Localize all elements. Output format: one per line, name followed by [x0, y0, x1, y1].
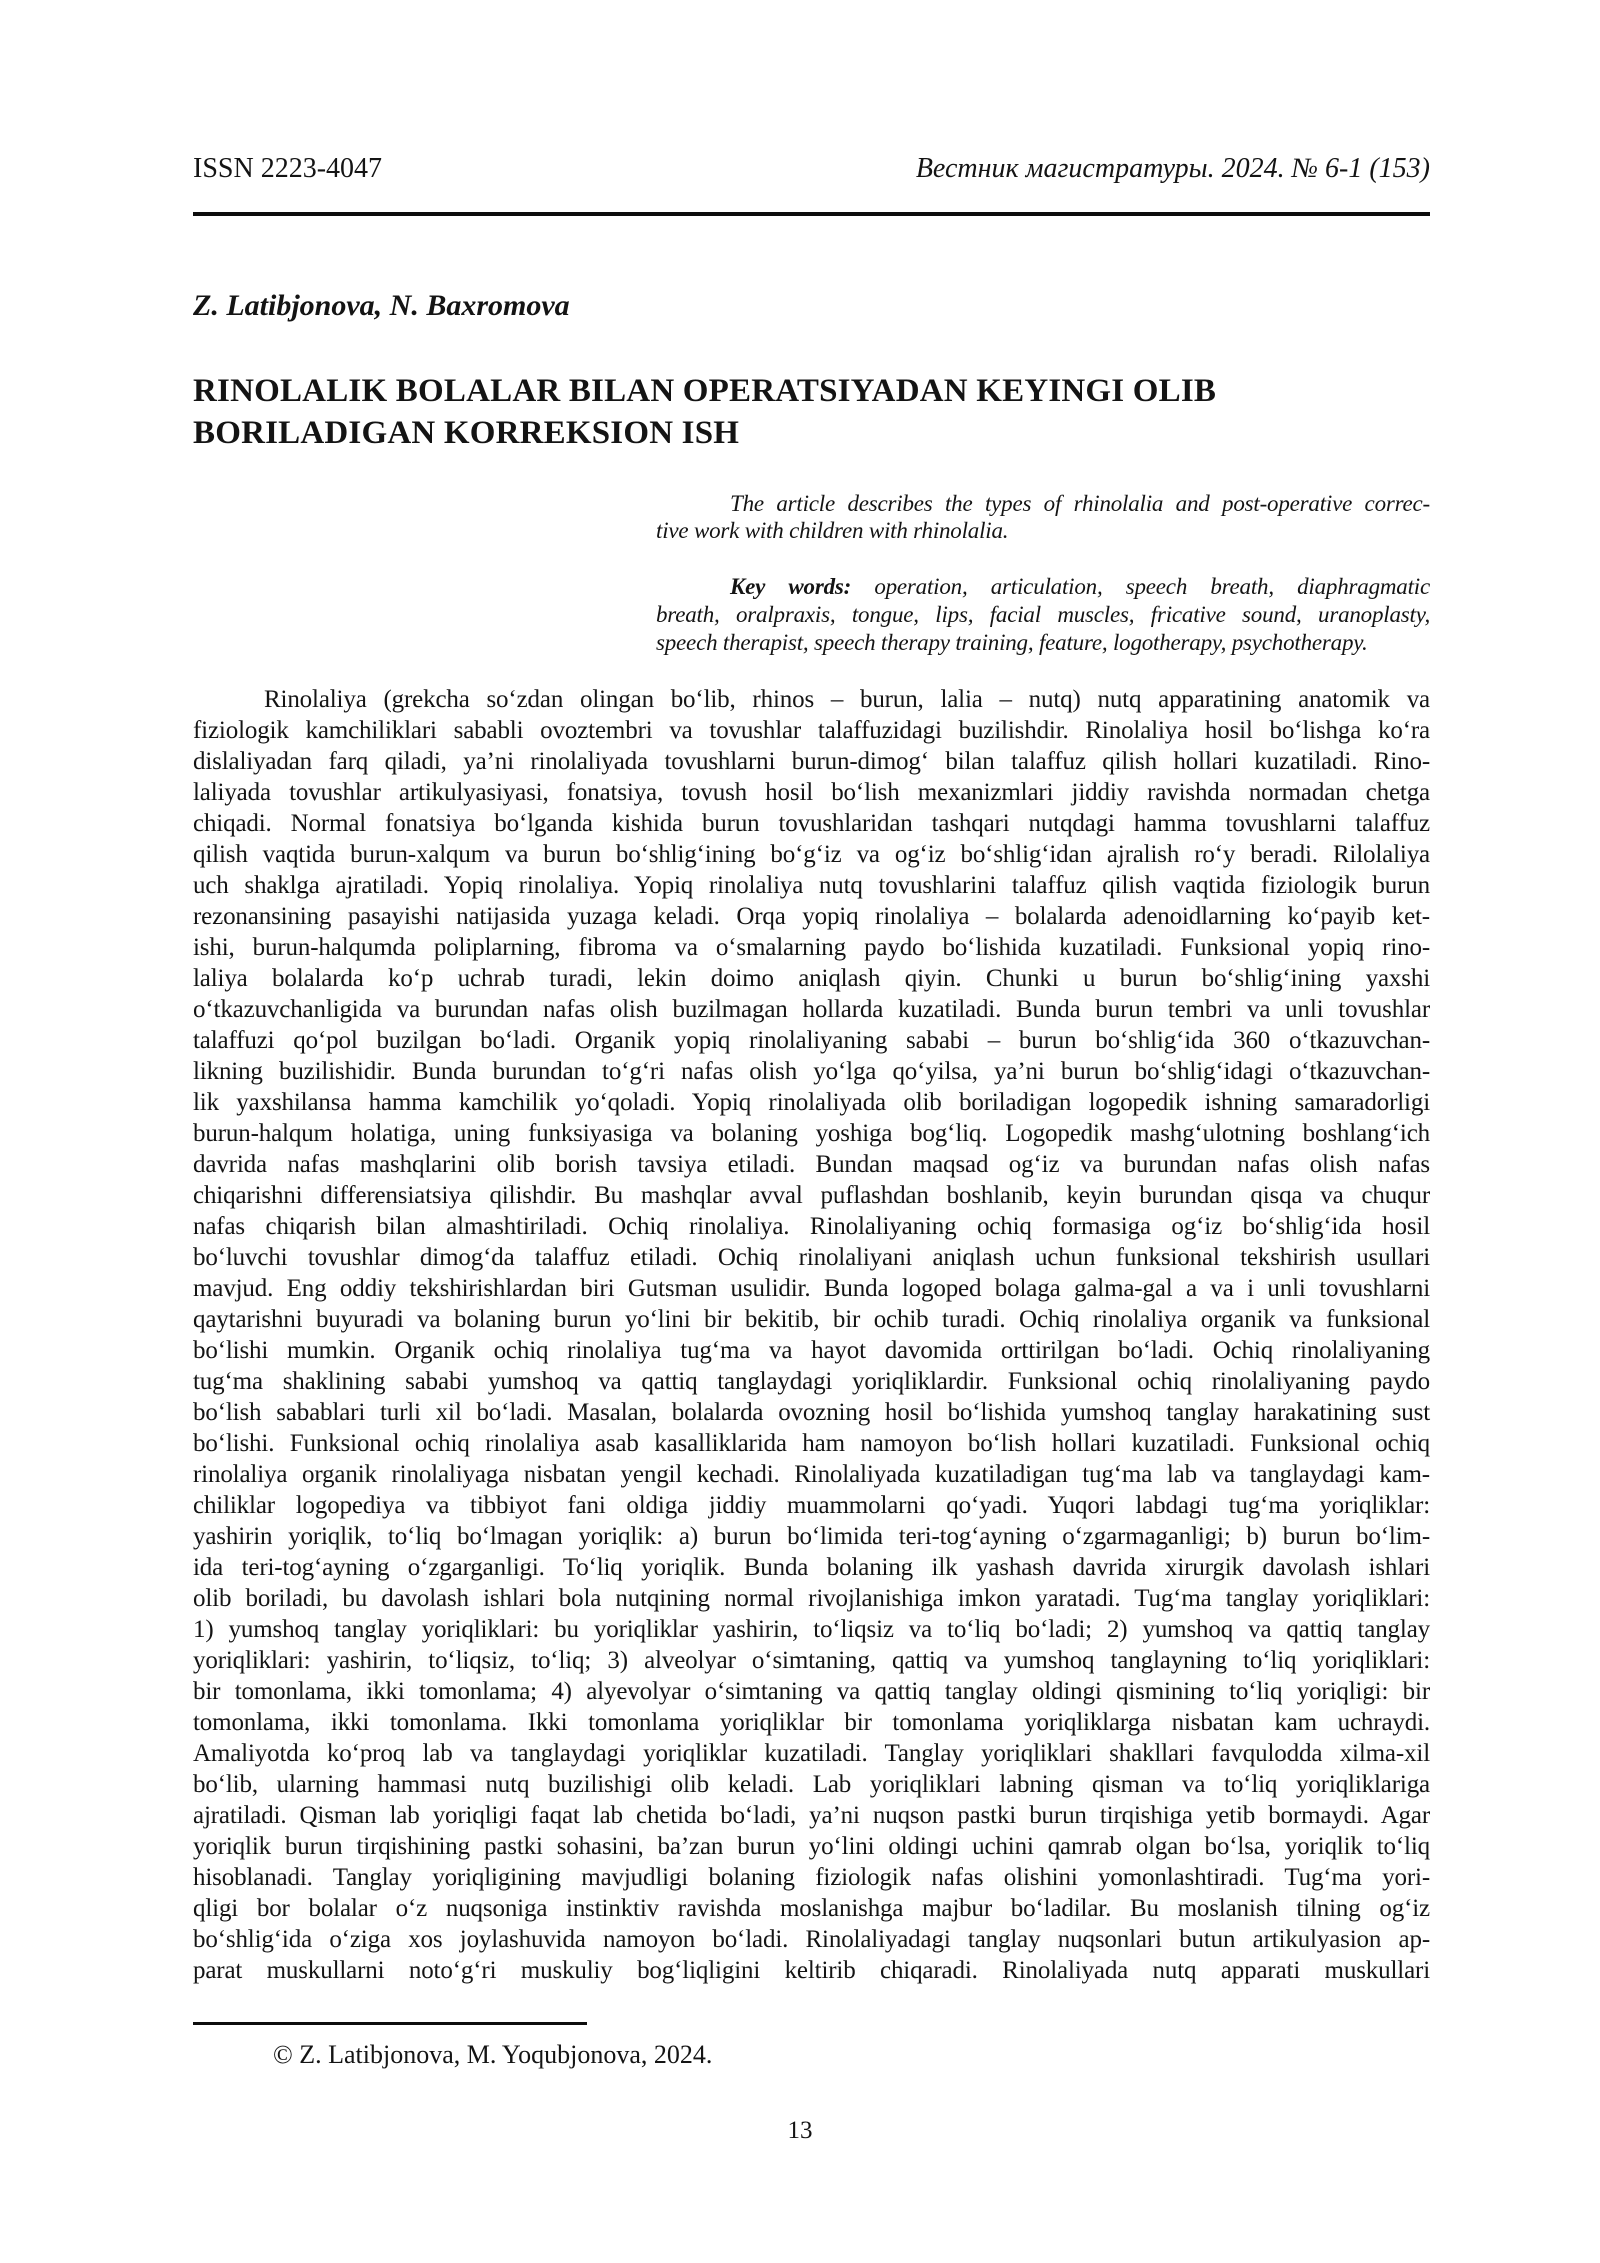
abstract-line: The article describes the types of rhinolalia and post-operative correc- [730, 491, 1430, 516]
body-line: ajratiladi. Qisman lab yoriqligi faqat lab chetida bo‘ladi, ya’ni nuqson pastki burun tirqishiga yetib bormaydi. Agar [193, 1802, 1430, 1829]
body-line: likning buzilishidir. Bunda burundan to‘g‘ri nafas olish yo‘lga qo‘yilsa, ya’ni burun bo‘shlig‘idagi o‘tkazuvchan- [193, 1058, 1430, 1085]
body-line: Rinolaliya (grekcha so‘zdan olingan bo‘lib, rhinos – burun, lalia – nutq) nutq apparatining anatomik va [264, 686, 1430, 713]
body-line: bo‘lish sabablari turli xil bo‘ladi. Masalan, bolalarda ovozning hosil bo‘lishida yumshoq tanglay harakatining sust [193, 1399, 1430, 1426]
body-line: laliya bolalarda ko‘p uchrab turadi, lekin doimo aniqlash qiyin. Chunki u burun bo‘shlig‘ining yaxshi [193, 965, 1430, 992]
body-line: talaffuzi qo‘pol buzilgan bo‘ladi. Organik yopiq rinolaliyaning sababi – burun bo‘shlig‘ida 360 o‘tkazuvchan- [193, 1027, 1430, 1054]
keywords-label: Key words: [730, 574, 852, 599]
header-rule [193, 212, 1430, 216]
body-line: qilish vaqtida burun-xalqum va burun bo‘shlig‘ining bo‘g‘iz va og‘iz bo‘shlig‘idan ajralish ro‘y beradi. Rilolaliya [193, 841, 1430, 868]
body-line: yoriqliklari: yashirin, to‘liqsiz, to‘liq; 3) alveolyar o‘simtaning, qattiq va yumshoq tanglayning to‘liq yoriqliklari: [193, 1647, 1430, 1674]
body-line: yashirin yoriqlik, to‘liq bo‘lmagan yoriqlik: a) burun bo‘limida teri-tog‘ayning o‘zgarmaganligi; b) burun bo‘lim- [193, 1523, 1430, 1550]
body-line: nafas chiqarish bilan almashtiriladi. Ochiq rinolaliya. Rinolaliyaning ochiq formasiga og‘iz bo‘shlig‘ida hosil [193, 1213, 1430, 1240]
body-line: yoriqlik burun tirqishining pastki sohasini, ba’zan burun yo‘lini oldingi uchini qamrab olgan bo‘lsa, yoriqlik to‘liq [193, 1833, 1430, 1860]
keywords-line: speech therapist, speech therapy training, feature, logotherapy, psychotherapy. [656, 630, 1368, 655]
body-line: hisoblanadi. Tanglay yoriqligining mavjudligi bolaning fiziologik nafas olishini yomonlashtiradi. Tug‘ma yori- [193, 1864, 1430, 1891]
body-line: bo‘lishi. Funksional ochiq rinolaliya asab kasalliklarida ham namoyon bo‘lish hollari kuzatiladi. Funksional ochiq [193, 1430, 1430, 1457]
authors-line: Z. Latibjonova, N. Baxromova [193, 289, 570, 322]
body-line: qaytarishni buyuradi va bolaning burun yo‘lini bir bekitib, bir ochib turadi. Ochiq rinolaliya organik va funksional [193, 1306, 1430, 1333]
body-line: chiqarishni differensiatsiya qilishdir. Bu mashqlar avval puflashdan boshlanib, keyin burundan qisqa va chuqur [193, 1182, 1430, 1209]
body-line: lik yaxshilansa hamma kamchilik yo‘qoladi. Yopiq rinolaliyada olib boriladigan logopedik ishning samaradorligi [193, 1089, 1430, 1116]
page-number: 13 [787, 2117, 813, 2144]
body-line: rezonansining pasayishi natijasida yuzaga keladi. Orqa yopiq rinolaliya – bolalarda adenoidlarning ko‘payib ket- [193, 903, 1430, 930]
issn-label: ISSN 2223-4047 [193, 153, 383, 184]
body-line: o‘tkazuvchanligida va burundan nafas olish buzilmagan hollarda kuzatiladi. Bunda burun tembri va unli tovushlar [193, 996, 1430, 1023]
body-line: qligi bor bolalar o‘z nuqsoniga instinktiv ravishda moslanishga majbur bo‘ladilar. Bu moslanish tilning og‘iz [193, 1895, 1430, 1922]
journal-reference: Вестник магистратуры. 2024. № 6-1 (153) [915, 153, 1430, 184]
body-line: rinolaliya organik rinolaliyaga nisbatan yengil kechadi. Rinolaliyada kuzatiladigan tug‘ma lab va tanglaydagi kam- [193, 1461, 1430, 1488]
body-line: tug‘ma shaklining sababi yumshoq va qattiq tanglaydagi yoriqliklardir. Funksional ochiq rinolaliyaning paydo [193, 1368, 1430, 1395]
body-line: tomonlama, ikki tomonlama. Ikki tomonlama yoriqliklar bir tomonlama yoriqliklarga nisbatan kam uchraydi. [193, 1709, 1430, 1736]
keywords-text: operation, articulation, speech breath, diaphragmatic [874, 574, 1430, 599]
body-line: olib boriladi, bu davolash ishlari bola nutqining normal rivojlanishiga imkon yaratadi. Tug‘ma tanglay yoriqliklari: [193, 1585, 1430, 1612]
body-line: bo‘lishi mumkin. Organik ochiq rinolaliya tug‘ma va hayot davomida orttirilgan bo‘ladi. Ochiq rinolaliyaning [193, 1337, 1430, 1364]
article-title-line: BORILADIGAN KORREKSION ISH [193, 415, 740, 451]
body-line: laliyada tovushlar artikulyasiyasi, fonatsiya, tovush hosil bo‘lish mexanizmlari jiddiy ravishda normadan chetga [193, 779, 1430, 806]
keywords-first-line [656, 573, 1430, 601]
abstract-line: tive work with children with rhinolalia. [656, 518, 1009, 543]
keywords-line: breath, oralpraxis, tongue, lips, facial muscles, fricative sound, uranoplasty, [656, 602, 1430, 627]
body-line: bo‘shlig‘ida o‘ziga xos joylashuvida namoyon bo‘ladi. Rinolaliyadagi tanglay nuqsonlari butun artikulyasion ap- [193, 1926, 1430, 1953]
body-line: fiziologik kamchiliklari sababli ovoztembri va tovushlar talaffuzidagi buzilishdir. Rinolaliya hosil bo‘lishga ko‘ra [193, 717, 1430, 744]
body-line: Amaliyotda ko‘proq lab va tanglaydagi yoriqliklar kuzatiladi. Tanglay yoriqliklari shakllari favqulodda xilma-xil [193, 1740, 1430, 1767]
body-line: ishi, burun-halqumda poliplarning, fibroma va o‘smalarning paydo bo‘lishida kuzatiladi. Funksional yopiq rino- [193, 934, 1430, 961]
body-line: bo‘luvchi tovushlar dimog‘da talaffuz etiladi. Ochiq rinolaliyani aniqlash uchun funksional tekshirish usullari [193, 1244, 1430, 1271]
body-line: 1) yumshoq tanglay yoriqliklari: bu yoriqliklar yashirin, to‘liqsiz va to‘liq bo‘ladi; 2) yumshoq va qattiq tanglay [193, 1616, 1430, 1643]
footnote-rule [193, 2022, 587, 2025]
body-line: chiliklar logopediya va tibbiyot fani oldiga jiddiy muammolarni qo‘yadi. Yuqori labdagi tug‘ma yoriqliklar: [193, 1492, 1430, 1519]
article-title-line: RINOLALIK BOLALAR BILAN OPERATSIYADAN KEYINGI OLIB [193, 373, 1217, 409]
body-line: bo‘lib, ularning hammasi nutq buzilishigi olib keladi. Lab yoriqliklari labning qisman va to‘liq yoriqliklariga [193, 1771, 1430, 1798]
body-line: davrida nafas mashqlarini olib borish tavsiya etiladi. Bundan maqsad og‘iz va burundan nafas olish nafas [193, 1151, 1430, 1178]
body-line: dislaliyadan farq qiladi, ya’ni rinolaliyada tovushlarni burun-dimog‘ bilan talaffuz qilish hollari kuzatiladi. Rino- [193, 748, 1430, 775]
keywords [656, 573, 1430, 657]
body-text [193, 684, 1430, 1986]
body-line: burun-halqum holatiga, uning funksiyasiga va bolaning yoshiga bog‘liq. Logopedik mashg‘ulotning boshlang‘ich [193, 1120, 1430, 1147]
abstract [656, 490, 1430, 544]
body-line: uch shaklga ajratiladi. Yopiq rinolaliya. Yopiq rinolaliya nutq tovushlarini talaffuz qilish vaqtida fiziologik burun [193, 872, 1430, 899]
body-line: chiqadi. Normal fonatsiya bo‘lganda kishida burun tovushlaridan tashqari nutqdagi hamma tovushlarni talaffuz [193, 810, 1430, 837]
article-title [193, 370, 1430, 454]
body-line: bir tomonlama, ikki tomonlama; 4) alyevolyar o‘simtaning va qattiq tanglay oldingi qismining to‘liq yoriqligi: bir [193, 1678, 1430, 1705]
page-header [193, 152, 1430, 185]
body-line: parat muskullarni noto‘g‘ri muskuliy bog‘liqligini keltirib chiqaradi. Rinolaliyada nutq apparati muskullari [193, 1957, 1430, 1984]
body-line: mavjud. Eng oddiy tekshirishlardan biri Gutsman usulidir. Bunda logoped bolaga galma-gal a va i unli tovushlarni [193, 1275, 1430, 1302]
footnote: © Z. Latibjonova, M. Yoqubjonova, 2024. [273, 2040, 713, 2069]
body-line: ida teri-tog‘ayning o‘zgarganligi. To‘liq yoriqlik. Bunda bolaning ilk yashash davrida xirurgik davolash ishlari [193, 1554, 1430, 1581]
